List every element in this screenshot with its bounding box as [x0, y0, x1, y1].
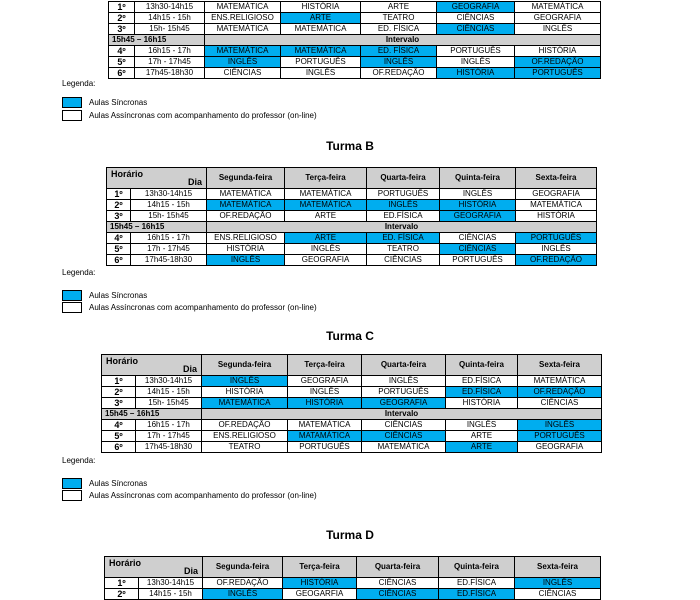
day-header: Sexta-feira — [518, 355, 602, 376]
subject-cell: MATEMÁTICA — [518, 376, 602, 387]
schedule-row — [102, 431, 602, 442]
subject-cell: CIÊNCIAS — [367, 255, 440, 266]
interval-label: Intervalo — [202, 409, 602, 420]
interval-label: Intervalo — [205, 35, 601, 46]
header-row — [107, 168, 597, 189]
subject-cell: MATEMÁTICA — [207, 189, 285, 200]
subject-cell: OF.REDAÇÃO — [515, 57, 601, 68]
subject-cell: HISTÓRIA — [440, 200, 516, 211]
subject-cell: ED.FÍSICA — [446, 387, 518, 398]
async-swatch — [62, 110, 82, 121]
subject-cell: ED.FÍSICA — [446, 376, 518, 387]
period-number: 6º — [109, 68, 135, 79]
subject-cell: ARTE — [285, 211, 367, 222]
day-header: Quarta-feira — [367, 168, 440, 189]
period-time: 14h15 - 15h — [135, 13, 205, 24]
subject-cell: OF.REDAÇÃO — [361, 68, 437, 79]
subject-cell: MATEMÁTICA — [281, 46, 361, 57]
subject-cell: GEOGARFIA — [283, 589, 357, 600]
period-time: 16h15 - 17h — [136, 420, 202, 431]
period-number: 3º — [109, 24, 135, 35]
horario-dia-corner — [107, 168, 207, 189]
subject-cell: PORTUGUÊS — [440, 255, 516, 266]
legend-sync — [62, 289, 147, 301]
period-time: 17h - 17h45 — [136, 431, 202, 442]
subject-cell: OF.REDAÇÃO — [207, 211, 285, 222]
async-swatch — [62, 302, 82, 313]
horario-dia-corner — [105, 557, 203, 578]
sync-swatch — [62, 478, 82, 489]
period-number: 1º — [109, 2, 135, 13]
period-number: 4º — [102, 420, 136, 431]
subject-cell: CIÊNCIAS — [518, 398, 602, 409]
subject-cell: INGLÊS — [281, 68, 361, 79]
interval-time: 15h45 – 16h15 — [109, 35, 205, 46]
schedule-row — [102, 442, 602, 453]
legend-title: Legenda: — [62, 456, 96, 465]
subject-cell: TEATRO — [202, 442, 288, 453]
schedule-row — [107, 200, 597, 211]
subject-cell: PORTUGUÊS — [437, 46, 515, 57]
schedule-row — [102, 398, 602, 409]
day-header: Quinta-feira — [446, 355, 518, 376]
legend-title: Legenda: — [62, 79, 96, 88]
subject-cell: TEATRO — [361, 13, 437, 24]
schedule-row — [109, 46, 601, 57]
legend-sync — [62, 96, 147, 108]
header-row — [105, 557, 601, 578]
period-number: 2º — [107, 200, 131, 211]
day-header: Segunda-feira — [202, 355, 288, 376]
subject-cell: MATEMÁTICA — [515, 2, 601, 13]
turma-b-table — [106, 167, 597, 266]
subject-cell: CIÊNCIAS — [437, 13, 515, 24]
horario-label: Horário — [109, 558, 142, 568]
horario-label: Horário — [106, 356, 139, 366]
subject-cell: MATEMÁTICA — [202, 398, 288, 409]
subject-cell: ARTE — [285, 233, 367, 244]
legend-sync-label: Aulas Síncronas — [89, 97, 148, 107]
subject-cell: ENS.RELIGIOSO — [205, 13, 281, 24]
subject-cell: HISTÓRIA — [288, 398, 362, 409]
subject-cell: MATEMÁTICA — [205, 24, 281, 35]
sync-swatch — [62, 97, 82, 108]
dia-label: Dia — [187, 177, 202, 187]
subject-cell: ARTE — [446, 431, 518, 442]
period-number: 4º — [107, 233, 131, 244]
day-header: Terça-feira — [283, 557, 357, 578]
period-number: 3º — [102, 398, 136, 409]
subject-cell: INGLÊS — [205, 57, 281, 68]
subject-cell: CIÊNCIAS — [357, 578, 439, 589]
legend-sync — [62, 477, 147, 489]
interval-row — [102, 409, 602, 420]
period-time: 15h- 15h45 — [135, 24, 205, 35]
period-time: 15h- 15h45 — [131, 211, 207, 222]
schedule-row — [107, 233, 597, 244]
schedule-row — [107, 244, 597, 255]
period-time: 16h15 - 17h — [135, 46, 205, 57]
period-time: 17h45-18h30 — [131, 255, 207, 266]
subject-cell: ED.FÍSICA — [439, 578, 515, 589]
subject-cell: ENS.RELIGIOSO — [207, 233, 285, 244]
period-number: 6º — [102, 442, 136, 453]
subject-cell: HISTÓRIA — [437, 68, 515, 79]
header-row — [102, 355, 602, 376]
interval-label: Intervalo — [207, 222, 597, 233]
period-number: 5º — [107, 244, 131, 255]
schedule-row — [102, 387, 602, 398]
subject-cell: CIÊNCIAS — [362, 431, 446, 442]
schedule-row — [102, 376, 602, 387]
schedule-row — [107, 255, 597, 266]
schedule-row — [105, 578, 601, 589]
subject-cell: ARTE — [361, 2, 437, 13]
period-time: 14h15 - 15h — [136, 387, 202, 398]
schedule-row — [107, 211, 597, 222]
subject-cell: ARTE — [446, 442, 518, 453]
subject-cell: INGLÊS — [288, 387, 362, 398]
interval-row — [107, 222, 597, 233]
async-swatch — [62, 490, 82, 501]
subject-cell: MATEMÁTICA — [205, 46, 281, 57]
legend-async — [62, 301, 317, 313]
period-number: 2º — [102, 387, 136, 398]
subject-cell: HISTÓRIA — [283, 578, 357, 589]
subject-cell: INGLÊS — [202, 376, 288, 387]
period-time: 13h30-14h15 — [131, 189, 207, 200]
legend-async-label: Aulas Assíncronas com acompanhamento do professor (on-line) — [89, 110, 317, 120]
interval-time: 15h45 – 16h15 — [107, 222, 207, 233]
legend-async-label: Aulas Assíncronas com acompanhamento do professor (on-line) — [89, 302, 317, 312]
legend-async — [62, 109, 317, 121]
subject-cell: PORTUGUÊS — [518, 431, 602, 442]
subject-cell: MATAMÁTICA — [288, 431, 362, 442]
schedule-row — [109, 68, 601, 79]
dia-label: Dia — [183, 566, 198, 576]
turma-a-table — [108, 1, 601, 79]
subject-cell: CIÊNCIAS — [440, 244, 516, 255]
subject-cell: PORTUGUÊS — [515, 68, 601, 79]
schedule-row — [109, 13, 601, 24]
schedule-row — [102, 420, 602, 431]
day-header: Terça-feira — [285, 168, 367, 189]
day-header: Segunda-feira — [207, 168, 285, 189]
subject-cell: INGLÊS — [437, 57, 515, 68]
subject-cell: CIÊNCIAS — [362, 420, 446, 431]
interval-row — [109, 35, 601, 46]
subject-cell: MATEMÁTICA — [285, 189, 367, 200]
subject-cell: CIÊNCIAS — [357, 589, 439, 600]
period-number: 3º — [107, 211, 131, 222]
schedule-row — [109, 57, 601, 68]
subject-cell: INGLÊS — [516, 244, 597, 255]
subject-cell: ED. FÍSICA — [361, 46, 437, 57]
subject-cell: CIÊNCIAS — [205, 68, 281, 79]
subject-cell: GEOGRAFIA — [516, 189, 597, 200]
period-time: 17h - 17h45 — [135, 57, 205, 68]
subject-cell: PORTUGUÊS — [288, 442, 362, 453]
subject-cell: ED. FÍSICA — [361, 24, 437, 35]
subject-cell: CIÊNCIAS — [440, 233, 516, 244]
period-time: 14h15 - 15h — [131, 200, 207, 211]
subject-cell: MATEMÁTICA — [288, 420, 362, 431]
subject-cell: MATEMÁTICA — [281, 24, 361, 35]
subject-cell: CIÊNCIAS — [515, 589, 601, 600]
subject-cell: INGLÊS — [207, 255, 285, 266]
subject-cell: OF.REDAÇÃO — [518, 387, 602, 398]
subject-cell: HISTÓRIA — [516, 211, 597, 222]
dia-label: Dia — [182, 364, 197, 374]
period-time: 17h45-18h30 — [136, 442, 202, 453]
day-header: Sexta-feira — [516, 168, 597, 189]
subject-cell: ENS.RELIGIOSO — [202, 431, 288, 442]
horario-dia-corner — [102, 355, 202, 376]
subject-cell: MATEMÁTICA — [516, 200, 597, 211]
legend-sync-label: Aulas Síncronas — [89, 290, 148, 300]
day-header: Quinta-feira — [440, 168, 516, 189]
period-number: 1º — [102, 376, 136, 387]
day-header: Terça-feira — [288, 355, 362, 376]
subject-cell: INGLÊS — [515, 578, 601, 589]
subject-cell: INGLÊS — [285, 244, 367, 255]
period-time: 17h45-18h30 — [135, 68, 205, 79]
turma-b-title: Turma B — [326, 139, 374, 153]
subject-cell: GEOGRAFIA — [515, 13, 601, 24]
subject-cell: ED. FÍSICA — [367, 233, 440, 244]
day-header: Quarta-feira — [357, 557, 439, 578]
period-number: 4º — [109, 46, 135, 57]
horario-label: Horário — [111, 169, 144, 179]
legend-async — [62, 489, 317, 501]
subject-cell: MATEMÁTICA — [285, 200, 367, 211]
schedule-row — [109, 24, 601, 35]
subject-cell: PORTUGUÊS — [516, 233, 597, 244]
subject-cell: PORTUGUÊS — [367, 189, 440, 200]
legend-title: Legenda: — [62, 268, 96, 277]
subject-cell: OF.REDAÇÃO — [202, 420, 288, 431]
subject-cell: INGLÊS — [203, 589, 283, 600]
subject-cell: GEOGRAFIA — [285, 255, 367, 266]
subject-cell: PORTUGUÊS — [362, 387, 446, 398]
period-number: 1º — [107, 189, 131, 200]
period-number: 5º — [109, 57, 135, 68]
period-number: 5º — [102, 431, 136, 442]
subject-cell: PORTUGUÊS — [281, 57, 361, 68]
subject-cell: GEOGRAFIA — [437, 2, 515, 13]
turma-d-table — [104, 556, 601, 600]
subject-cell: GEOGRAFIA — [518, 442, 602, 453]
subject-cell: OF.REDAÇÃO — [516, 255, 597, 266]
subject-cell: MATEMÁTICA — [207, 200, 285, 211]
period-number: 6º — [107, 255, 131, 266]
subject-cell: GEOGRAFIA — [362, 398, 446, 409]
day-header: Quarta-feira — [362, 355, 446, 376]
subject-cell: INGLÊS — [440, 189, 516, 200]
schedule-row — [105, 589, 601, 600]
subject-cell: ED.FÍSICA — [439, 589, 515, 600]
period-time: 15h- 15h45 — [136, 398, 202, 409]
subject-cell: INGLÊS — [362, 376, 446, 387]
schedule-row — [109, 2, 601, 13]
subject-cell: GEOGRAFIA — [440, 211, 516, 222]
subject-cell: HISTÓRIA — [281, 2, 361, 13]
schedule-row — [107, 189, 597, 200]
legend-async-label: Aulas Assíncronas com acompanhamento do professor (on-line) — [89, 490, 317, 500]
period-number: 2º — [109, 13, 135, 24]
subject-cell: CIÊNCIAS — [437, 24, 515, 35]
subject-cell: INGLÊS — [518, 420, 602, 431]
legend-sync-label: Aulas Síncronas — [89, 478, 148, 488]
period-time: 16h15 - 17h — [131, 233, 207, 244]
period-number: 2º — [105, 589, 139, 600]
turma-c-title: Turma C — [326, 329, 374, 343]
subject-cell: OF.REDAÇÃO — [203, 578, 283, 589]
period-time: 13h30-14h15 — [136, 376, 202, 387]
subject-cell: INGLÊS — [367, 200, 440, 211]
subject-cell: GEOGRAFIA — [288, 376, 362, 387]
period-time: 13h30-14h15 — [139, 578, 203, 589]
subject-cell: INGLÊS — [446, 420, 518, 431]
subject-cell: INGLÊS — [361, 57, 437, 68]
day-header: Segunda-feira — [203, 557, 283, 578]
period-time: 14h15 - 15h — [139, 589, 203, 600]
day-header: Quinta-feira — [439, 557, 515, 578]
sync-swatch — [62, 290, 82, 301]
subject-cell: TEATRO — [367, 244, 440, 255]
interval-time: 15h45 – 16h15 — [102, 409, 202, 420]
period-time: 13h30-14h15 — [135, 2, 205, 13]
subject-cell: HISTÓRIA — [446, 398, 518, 409]
subject-cell: MATEMÁTICA — [362, 442, 446, 453]
subject-cell: HISTÓRIA — [202, 387, 288, 398]
subject-cell: ARTE — [281, 13, 361, 24]
subject-cell: INGLÊS — [515, 24, 601, 35]
subject-cell: HISTÓRIA — [515, 46, 601, 57]
day-header: Sexta-feira — [515, 557, 601, 578]
turma-d-title: Turma D — [326, 528, 374, 542]
period-time: 17h - 17h45 — [131, 244, 207, 255]
period-number: 1º — [105, 578, 139, 589]
turma-c-table — [101, 354, 602, 453]
subject-cell: HISTÓRIA — [207, 244, 285, 255]
subject-cell: ED.FÍSICA — [367, 211, 440, 222]
subject-cell: MATEMÁTICA — [205, 2, 281, 13]
